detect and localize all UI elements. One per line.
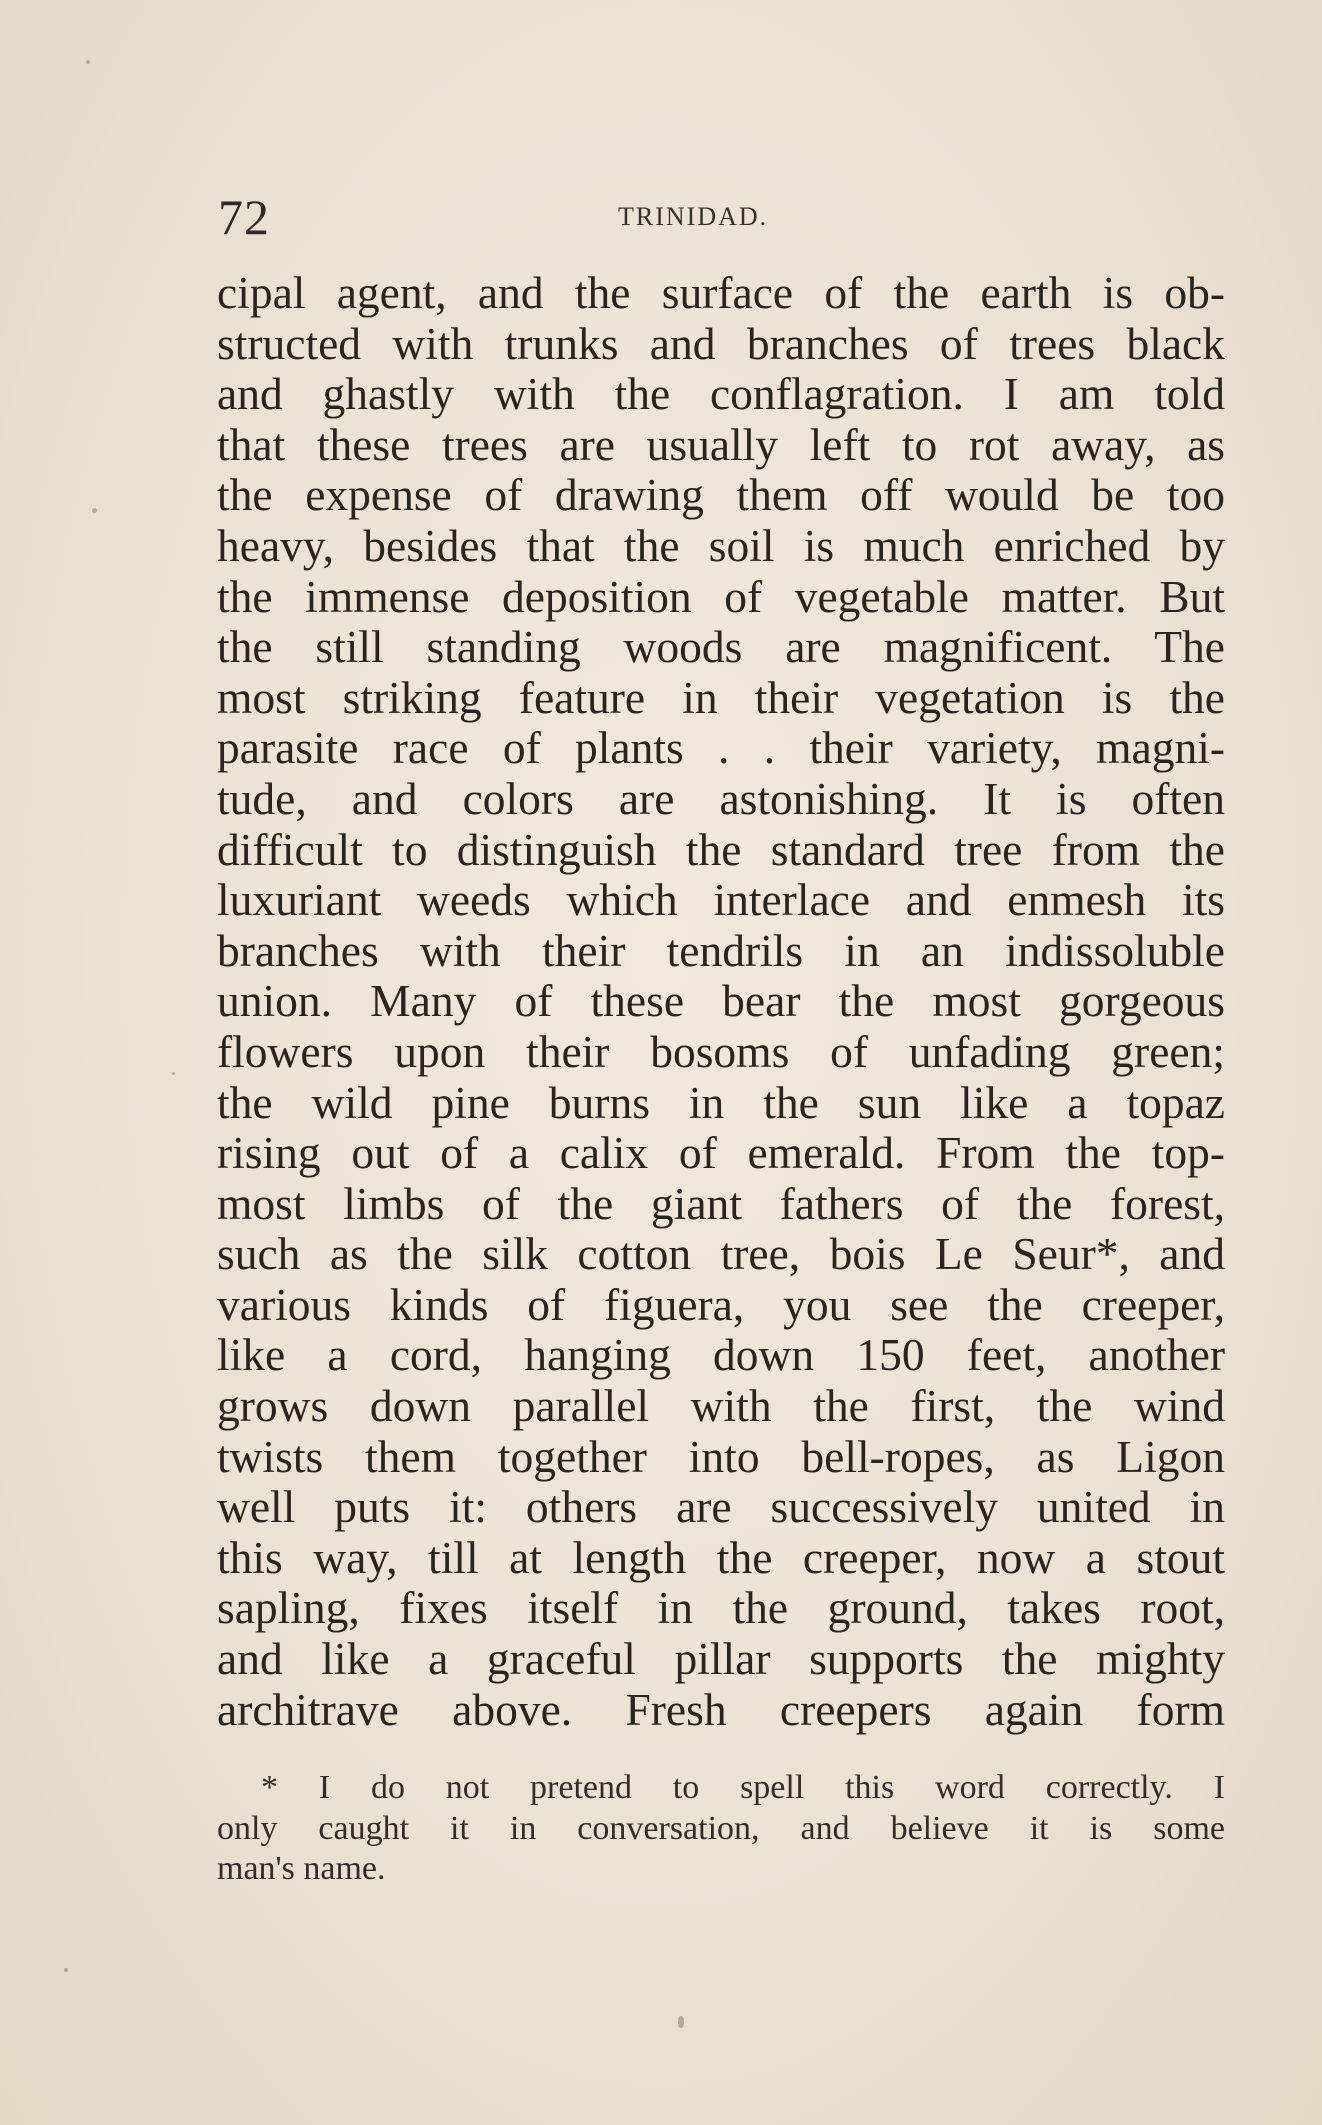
running-head: TRINIDAD. xyxy=(618,202,769,231)
paper-speck xyxy=(172,1072,175,1075)
footnote-line: only caught it in conversation, and believe it is some xyxy=(217,1809,1225,1847)
text-line: flowers upon their bosoms of unfading green; xyxy=(217,1025,1225,1077)
text-line: luxuriant weeds which interlace and enmesh its xyxy=(217,874,1225,926)
text-line: most limbs of the giant fathers of the forest, xyxy=(217,1177,1225,1229)
text-line: that these trees are usually left to rot away, as xyxy=(217,418,1225,470)
text-line: cipal agent, and the surface of the earth is ob- xyxy=(217,267,1225,318)
paper-speck xyxy=(64,1968,68,1972)
body-text xyxy=(217,268,1225,1735)
text-line: grows down parallel with the first, the wind xyxy=(217,1380,1225,1432)
paper-speck xyxy=(86,60,90,64)
text-line: sapling, fixes itself in the ground, takes root, xyxy=(217,1582,1225,1634)
text-line: difficult to distinguish the standard tree from the xyxy=(217,823,1225,875)
page-header xyxy=(218,188,1228,248)
text-line: the expense of drawing them off would be too xyxy=(217,469,1225,521)
text-line: the wild pine burns in the sun like a topaz xyxy=(217,1076,1225,1128)
text-line: and like a graceful pillar supports the mighty xyxy=(217,1633,1225,1685)
paper-speck xyxy=(92,508,97,513)
text-line: the still standing woods are magnificent. The xyxy=(217,621,1225,673)
text-line: most striking feature in their vegetation is the xyxy=(217,671,1225,723)
text-line: twists them together into bell-ropes, as Ligon xyxy=(217,1430,1225,1482)
text-line: parasite race of plants . . their variety, magni- xyxy=(217,722,1225,774)
text-line: like a cord, hanging down 150 feet, another xyxy=(217,1329,1225,1381)
text-line: branches with their tendrils in an indissoluble xyxy=(217,924,1225,976)
text-line: tude, and colors are astonishing. It is often xyxy=(217,772,1225,824)
text-line: architrave above. Fresh creepers again form xyxy=(217,1683,1225,1735)
page-number: 72 xyxy=(218,189,270,245)
text-line: the immense deposition of vegetable matter. But xyxy=(217,570,1225,622)
footnote xyxy=(217,1768,1225,1890)
footnote-line: man's name. xyxy=(217,1850,386,1887)
text-line: various kinds of figuera, you see the creeper, xyxy=(217,1278,1225,1330)
paper-speck xyxy=(678,2016,684,2028)
text-line: such as the silk cotton tree, bois Le Seur*, and xyxy=(217,1228,1225,1280)
text-line: rising out of a calix of emerald. From the top- xyxy=(217,1127,1225,1179)
text-line: and ghastly with the conflagration. I am told xyxy=(217,368,1225,420)
text-line: union. Many of these bear the most gorgeous xyxy=(217,975,1225,1027)
footnote-line: * I do not pretend to spell this word correctly. I xyxy=(261,1769,1225,1806)
text-line: this way, till at length the creeper, now a stout xyxy=(217,1531,1225,1583)
text-line: structed with trunks and branches of trees black xyxy=(217,317,1225,369)
text-line: heavy, besides that the soil is much enriched by xyxy=(217,519,1225,571)
text-line: well puts it: others are successively united in xyxy=(217,1481,1225,1533)
